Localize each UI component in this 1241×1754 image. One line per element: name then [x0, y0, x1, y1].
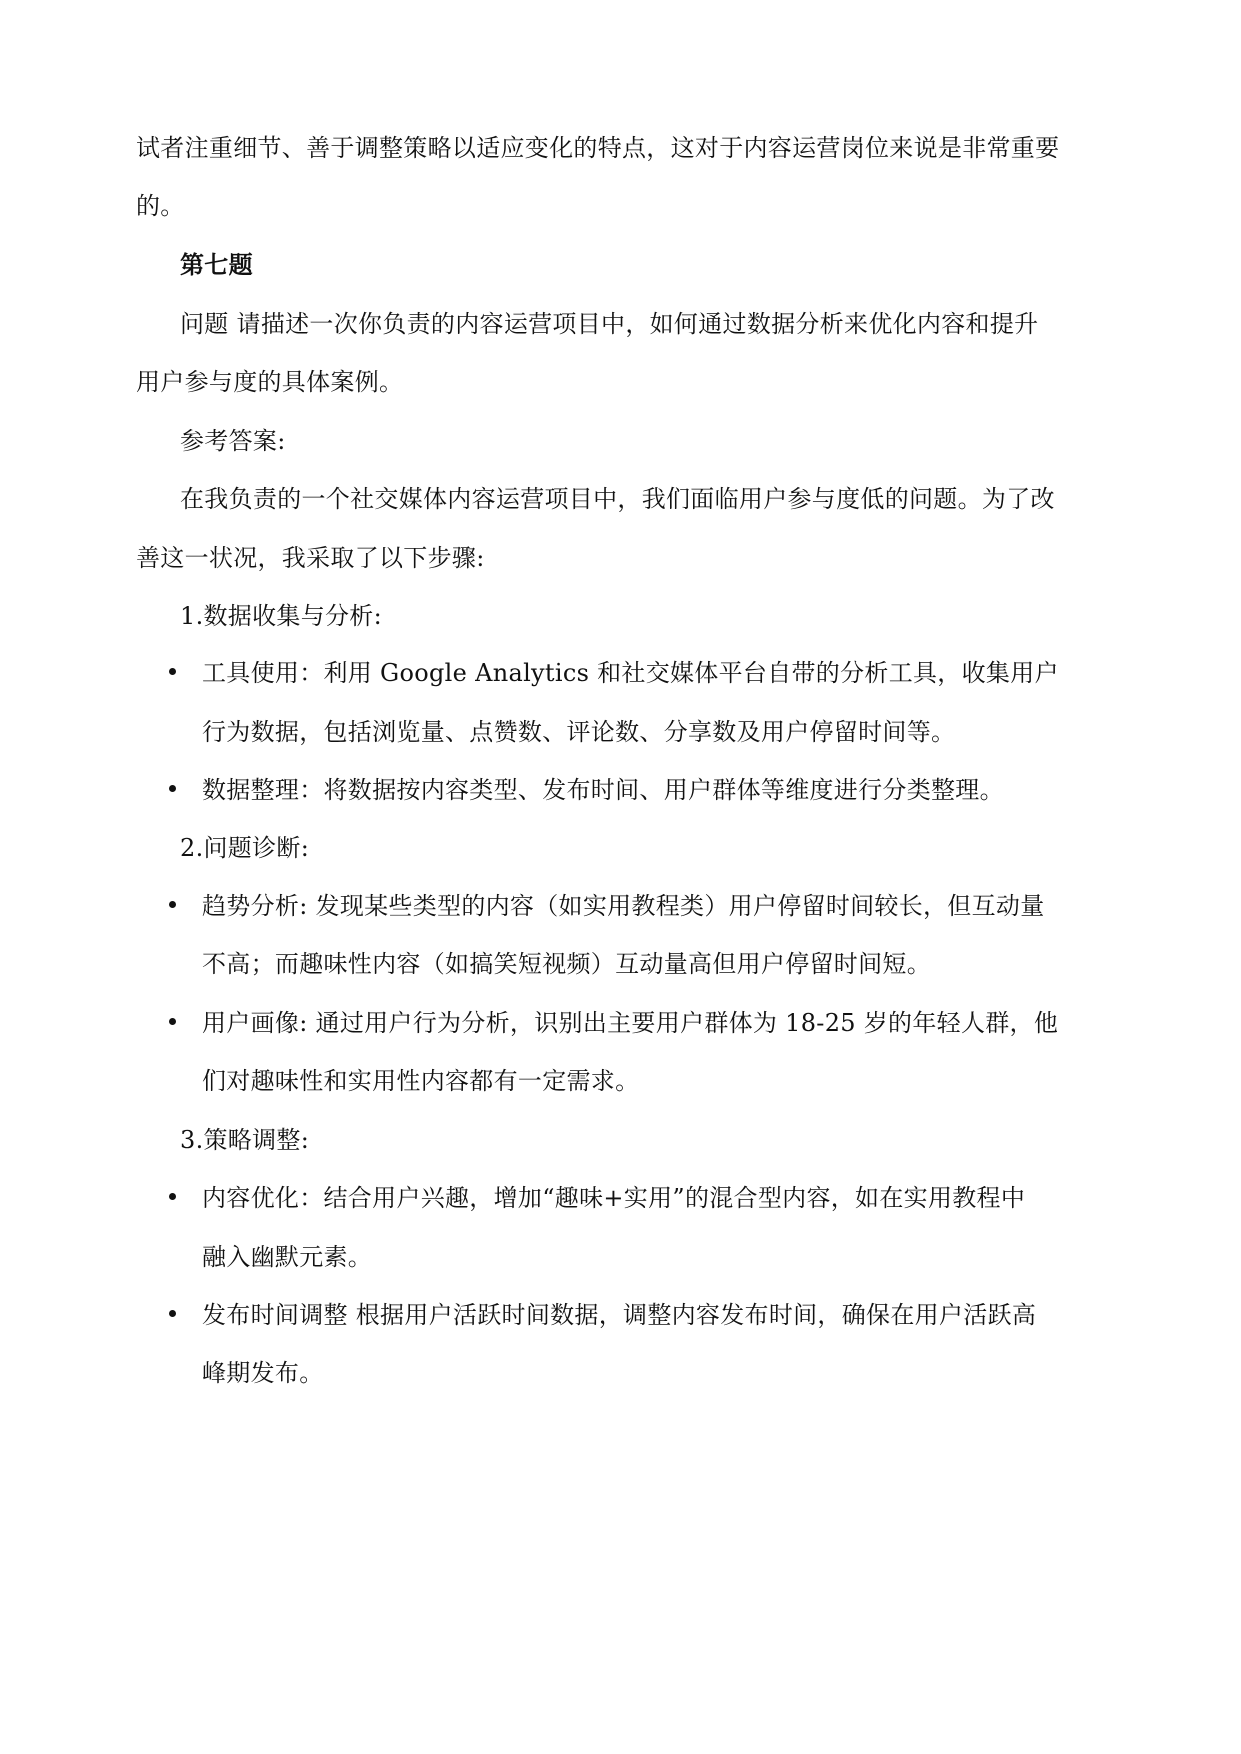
bullet-text-line-2: 们对趣味性和实用性内容都有一定需求。 — [202, 1067, 640, 1095]
intro-line-2: 的。 — [136, 192, 185, 220]
bullet-dot-icon — [169, 1310, 176, 1317]
bullet-text-line-2: 行为数据，包括浏览量、点赞数、评论数、分享数及用户停留时间等。 — [202, 718, 956, 746]
section-title: 2.问题诊断: — [180, 834, 310, 862]
bullet-dot-icon — [169, 668, 176, 675]
question-heading: 第七题 — [180, 250, 253, 279]
bullet-text-line-2: 峰期发布。 — [202, 1359, 324, 1387]
bullet-text-line-2: 不高；而趣味性内容（如搞笑短视频）互动量高但用户停留时间短。 — [202, 950, 931, 978]
bullet-dot-icon — [169, 901, 176, 908]
answer-label: 参考答案: — [180, 427, 286, 455]
bullet-text-line-1: 工具使用：利用 Google Analytics 和社交媒体平台自带的分析工具，收集用户 — [202, 659, 1059, 687]
bullet-dot-icon — [169, 785, 176, 792]
intro-line-1: 试者注重细节、善于调整策略以适应变化的特点，这对于内容运营岗位来说是非常重要 — [136, 134, 1060, 162]
bullet-text-line-1: 用户画像: 通过用户行为分析，识别出主要用户群体为 18-25 岁的年轻人群，他 — [202, 1009, 1059, 1037]
bullet-text-line-2: 融入幽默元素。 — [202, 1243, 373, 1271]
answer-line-2: 善这一状况，我采取了以下步骤: — [136, 544, 485, 572]
bullet-text-line-1: 内容优化：结合用户兴趣，增加“趣味+实用”的混合型内容，如在实用教程中 — [202, 1184, 1026, 1212]
bullet-text-line-1: 发布时间调整 根据用户活跃时间数据，调整内容发布时间，确保在用户活跃高 — [202, 1301, 1037, 1329]
question-line-1: 问题 请描述一次你负责的内容运营项目中，如何通过数据分析来优化内容和提升 — [180, 310, 1039, 338]
bullet-dot-icon — [169, 1193, 176, 1200]
section-title: 1.数据收集与分析: — [180, 602, 382, 630]
answer-line-1: 在我负责的一个社交媒体内容运营项目中，我们面临用户参与度低的问题。为了改 — [180, 485, 1055, 513]
section-title: 3.策略调整: — [180, 1126, 310, 1154]
question-line-2: 用户参与度的具体案例。 — [136, 368, 404, 396]
bullet-text-line-1: 数据整理：将数据按内容类型、发布时间、用户群体等维度进行分类整理。 — [202, 776, 1004, 804]
bullet-text-line-1: 趋势分析: 发现某些类型的内容（如实用教程类）用户停留时间较长，但互动量 — [202, 892, 1045, 920]
bullet-dot-icon — [169, 1018, 176, 1025]
